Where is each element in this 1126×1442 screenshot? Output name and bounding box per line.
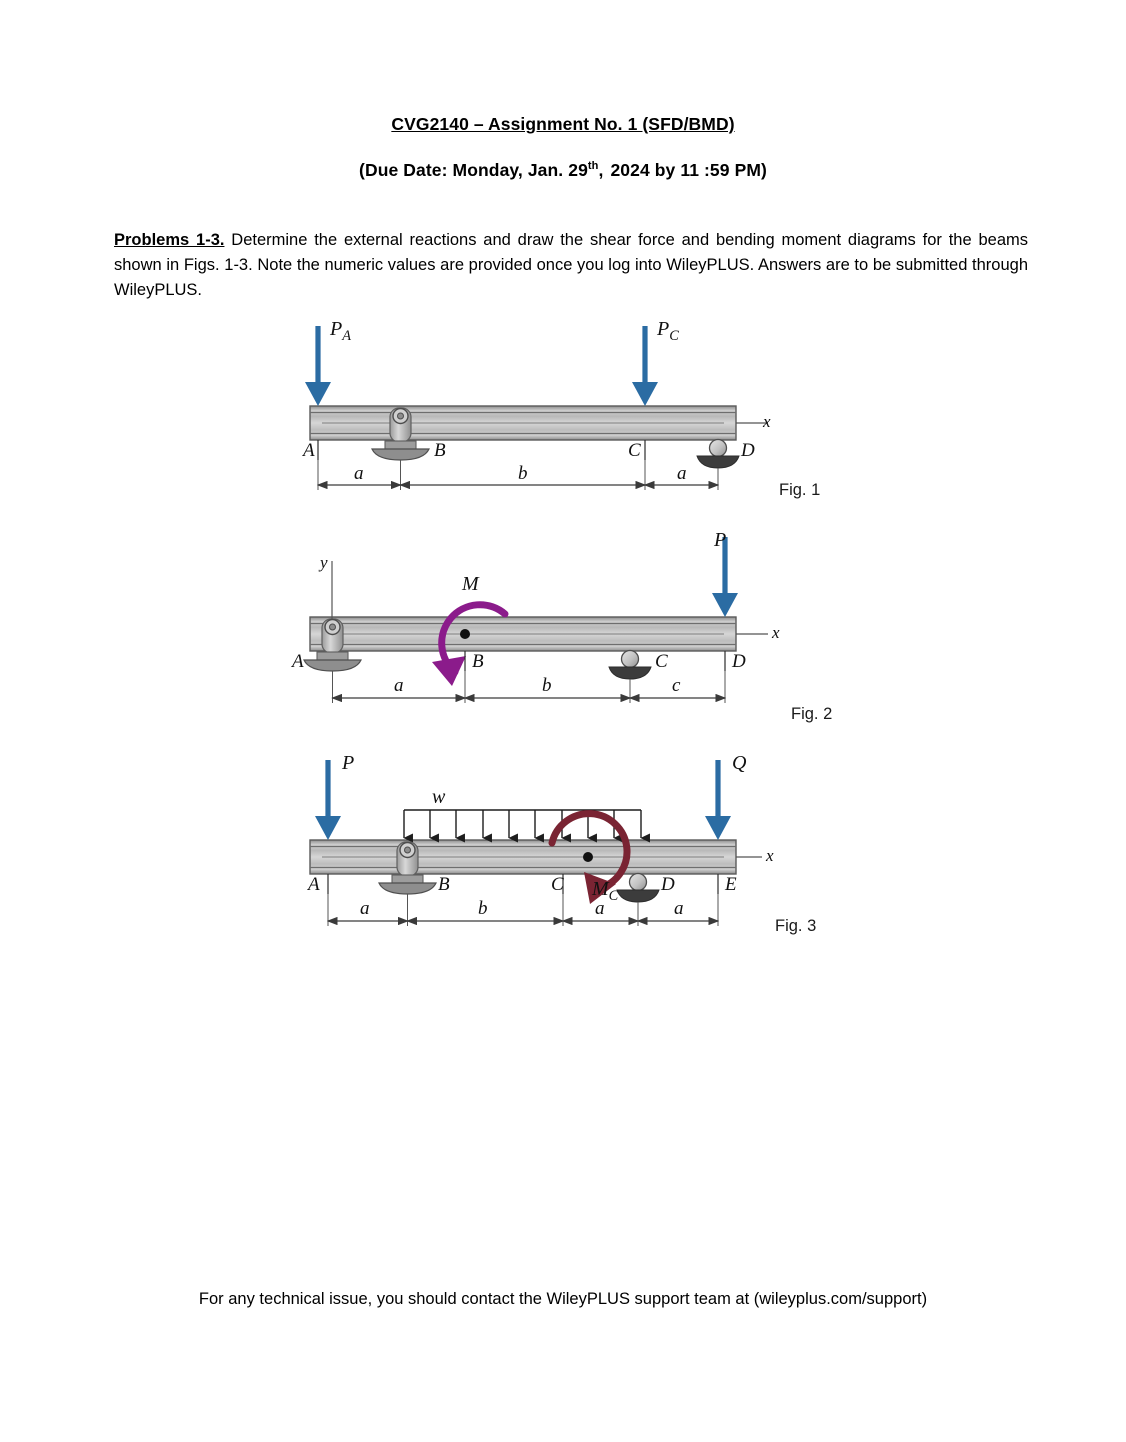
load-arrow-P-fig3 [315,760,341,840]
x-axis-label-fig1: x [763,412,771,431]
dimension-label-a-fig2: a [394,675,404,696]
node-label-E-fig3: E [725,874,737,895]
figure-3-caption: Fig. 3 [775,917,817,935]
dimension-label-a1-fig1: a [354,463,364,484]
node-label-D-fig3: D [661,874,675,895]
due-date-prefix: (Due Date: Monday, Jan. 29 [359,160,588,180]
node-ticks-2 [465,651,725,671]
beam-3 [310,840,736,874]
load-arrow-PA [305,326,331,406]
beam-2 [310,617,736,651]
load-label-PC: $P_C$ [657,318,679,344]
due-date-line [0,160,1126,181]
figure-2 [0,523,1126,733]
load-label-PA: $P_A$ [330,318,352,344]
dimension-label-b-fig1: b [518,463,528,484]
moment-label-M-fig2: M [462,573,479,595]
node-label-A-fig2: A [292,651,304,672]
beam-3-centroid-dot [583,852,593,862]
dimension-label-a1-fig3: a [360,898,370,919]
node-label-C-fig2: C [655,651,668,672]
dimension-label-b-fig3: b [478,898,488,919]
load-arrow-Q-fig3 [705,760,731,840]
node-ticks-1 [318,440,645,460]
load-label-P-fig2: P [714,529,727,551]
problem-body: Determine the external reactions and draw the shear force and bending moment diagrams for the beams shown in Figs. 1-3. Note the numeric values are provided once you log into WileyPLUS. Answers are to be submitted through WileyPLUS. [114,231,1028,300]
dimension-label-c-fig2: c [672,675,681,696]
dimension-label-a3-fig3: a [674,898,684,919]
dimension-label-a2-fig1: a [677,463,687,484]
figure-2-drawing [0,523,1126,733]
due-date-superscript: th [587,160,599,173]
node-label-A-fig1: A [303,440,315,461]
figure-3-drawing [0,738,1126,948]
problem-label: Problems 1-3. [114,231,225,249]
node-label-C-fig1: C [628,440,641,461]
node-label-A-fig3: A [308,874,320,895]
beam-2-centroid-dot [460,629,470,639]
node-label-C-fig3: C [551,874,564,895]
load-arrow-PC [632,326,658,406]
node-label-B-fig2: B [472,651,484,672]
x-axis-label-fig3: x [766,846,774,865]
node-label-B-fig1: B [434,440,446,461]
footer-support-note: For any technical issue, you should contact the WileyPLUS support team at (wileyplus.com/support) [198,1290,928,1308]
node-label-D-fig2: D [732,651,746,672]
x-axis-label-fig2: x [772,623,780,642]
load-label-Q-fig3: Q [732,752,747,774]
distributed-load-label-w: w [432,786,446,808]
figure-3 [0,738,1126,948]
figure-2-caption: Fig. 2 [791,705,833,723]
node-label-B-fig3: B [438,874,450,895]
assignment-title [0,114,1126,135]
node-label-D-fig1: D [741,440,755,461]
figure-1-caption: Fig. 1 [779,481,821,499]
y-axis-label-fig2: y [320,553,328,572]
load-label-P-fig3: P [342,752,355,774]
due-date-suffix: 2024 by 11 :59 PM) [610,160,767,180]
moment-label-MC-fig3: $M_C$ [592,878,619,904]
figure-1-drawing [0,308,1126,518]
beam-1 [310,406,736,440]
problem-statement [114,228,1028,303]
roller-support-D [697,440,739,469]
dimension-label-a2-fig3: a [595,898,605,919]
roller-support-C-fig2 [609,651,651,680]
dimension-label-b-fig2: b [542,675,552,696]
assignment-title-text: CVG2140 – Assignment No. 1 (SFD/BMD) [391,114,735,134]
due-date-middle: , [598,160,604,180]
figure-1 [0,308,1126,518]
roller-support-D-fig3 [617,874,659,903]
